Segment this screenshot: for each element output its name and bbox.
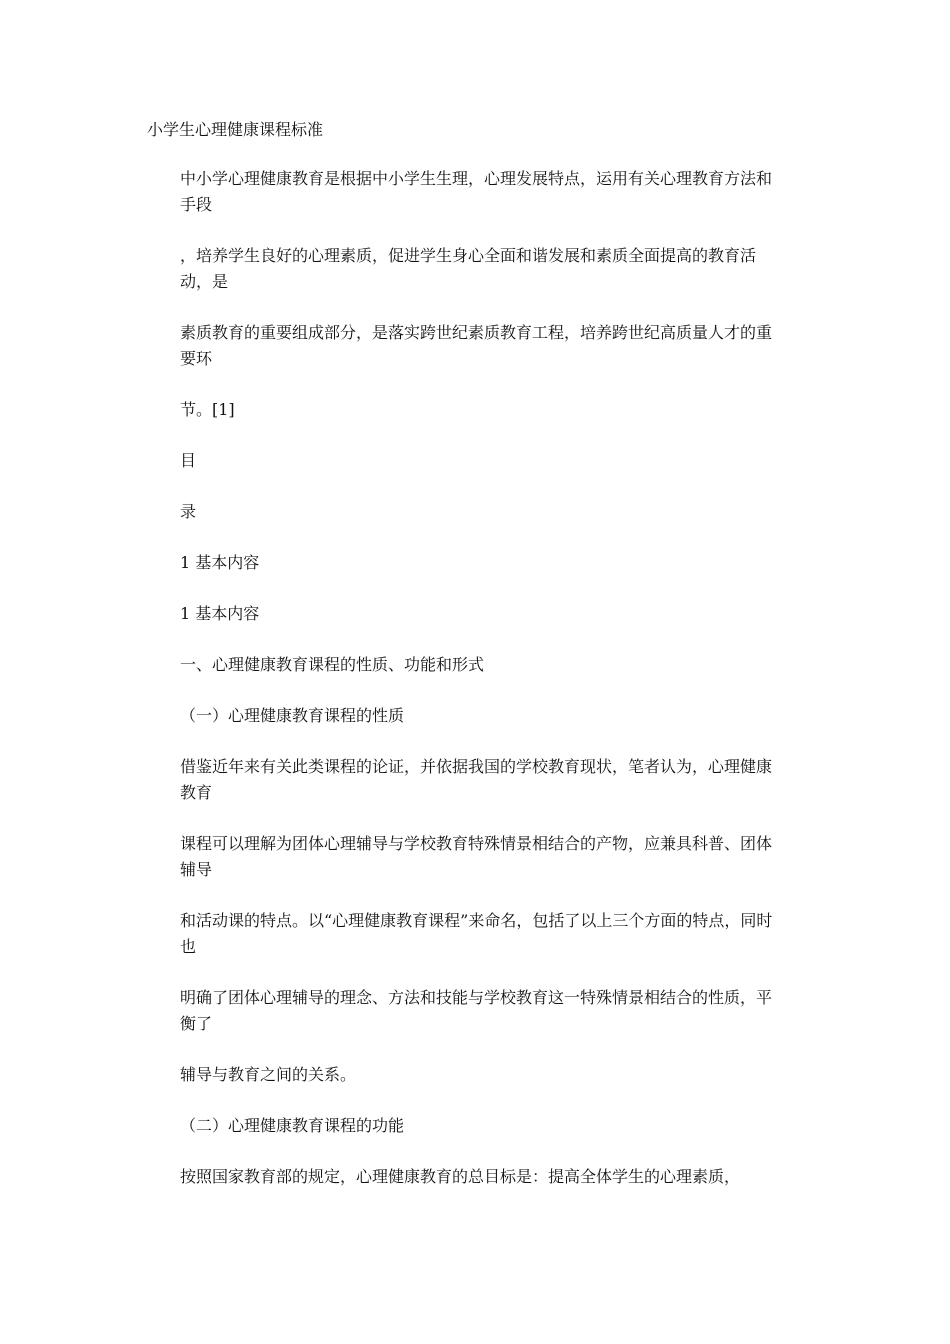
paragraph: 课程可以理解为团体心理辅导与学校教育特殊情景相结合的产物，应兼具科普、团体辅导 <box>180 834 773 879</box>
paragraph: 中小学心理健康教育是根据中小学生生理，心理发展特点，运用有关心理教育方法和手段 <box>180 169 773 214</box>
subsection-heading: （一）心理健康教育课程的性质 <box>180 706 405 725</box>
subsection-heading: （二）心理健康教育课程的功能 <box>180 1116 405 1135</box>
paragraph: 按照国家教育部的规定，心理健康教育的总目标是：提高全体学生的心理素质， <box>180 1167 741 1186</box>
paragraph: 明确了团体心理辅导的理念、方法和技能与学校教育这一特殊情景相结合的性质，平衡了 <box>180 988 773 1033</box>
toc-heading-char: 目 <box>180 451 197 470</box>
paragraph: 和活动课的特点。以“心理健康教育课程”来命名，包括了以上三个方面的特点，同时也 <box>180 911 773 956</box>
paragraph: ，培养学生良好的心理素质，促进学生身心全面和谐发展和素质全面提高的教育活动，是 <box>180 246 757 291</box>
toc-entry: 1 基本内容 <box>180 553 260 572</box>
paragraph: 素质教育的重要组成部分，是落实跨世纪素质教育工程，培养跨世纪高质量人才的重要环 <box>180 323 773 368</box>
section-heading: 1 基本内容 <box>180 604 260 623</box>
paragraph: 借鉴近年来有关此类课程的论证，并依据我国的学校教育现状，笔者认为，心理健康教育 <box>180 757 773 802</box>
paragraph: 节。[1] <box>180 400 235 419</box>
toc-heading-char: 录 <box>180 502 197 521</box>
document-title: 小学生心理健康课程标准 <box>147 120 324 139</box>
subsection-heading: 一、心理健康教育课程的性质、功能和形式 <box>180 655 485 674</box>
paragraph: 辅导与教育之间的关系。 <box>180 1065 357 1084</box>
document-body <box>180 166 780 1215</box>
